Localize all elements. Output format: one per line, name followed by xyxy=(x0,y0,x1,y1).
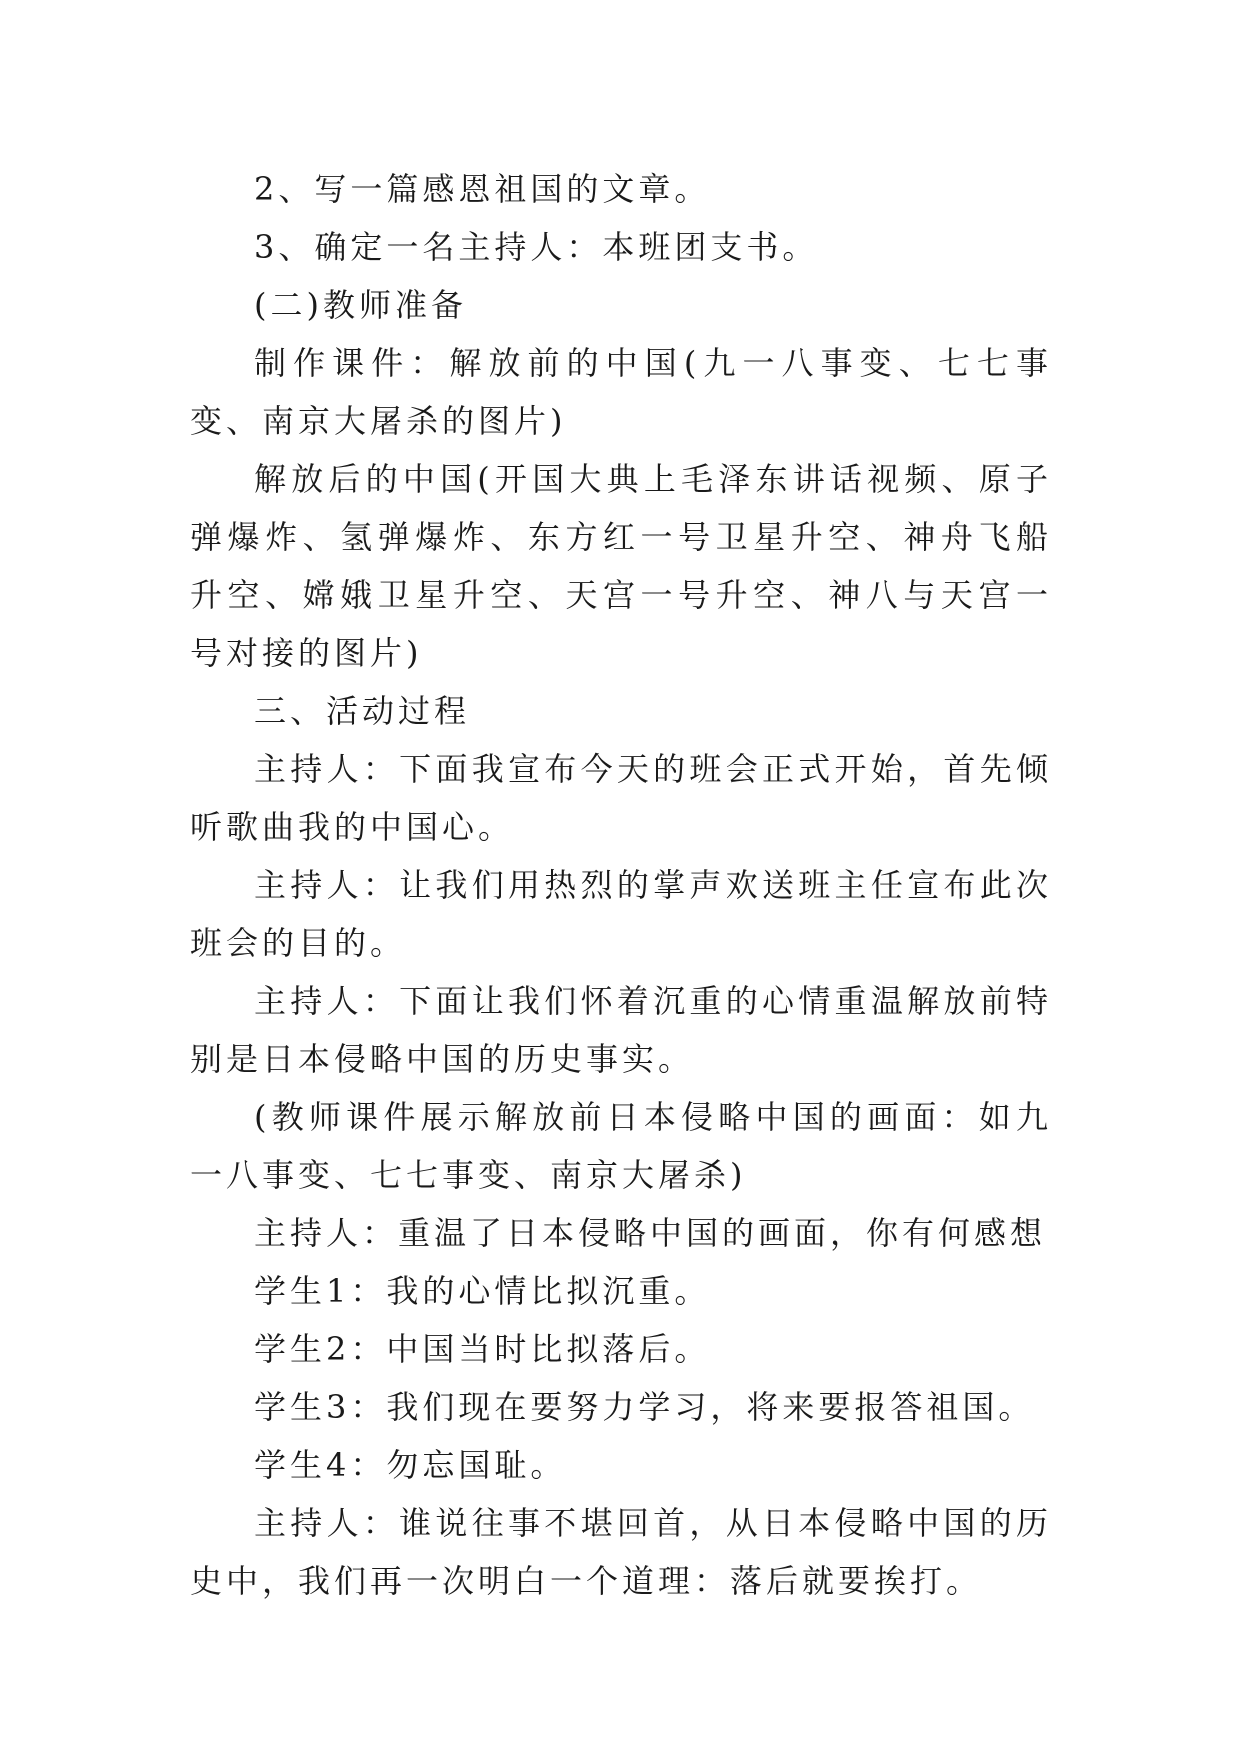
paragraph-host-teacher-intro: 主持人：让我们用热烈的掌声欢送班主任宣布此次班会的目的。 xyxy=(190,866,1052,962)
paragraph-teacher-prep-heading: (二)教师准备 xyxy=(254,286,467,324)
paragraph-student-1: 学生1：我的心情比拟沉重。 xyxy=(254,1272,711,1310)
paragraph-writing-task: 2、写一篇感恩祖国的文章。 xyxy=(254,170,711,208)
paragraph-courseware-before: 制作课件：解放前的中国(九一八事变、七七事变、南京大屠杀的图片) xyxy=(190,344,1052,440)
paragraph-host-conclusion: 主持人：谁说往事不堪回首，从日本侵略中国的历史中，我们再一次明白一个道理：落后就要挨打。 xyxy=(190,1504,1052,1600)
paragraph-courseware-after: 解放后的中国(开国大典上毛泽东讲话视频、原子弹爆炸、氢弹爆炸、东方红一号卫星升空、神舟飞船升空、嫦娥卫星升空、天宫一号升空、神八与天宫一号对接的图片) xyxy=(190,460,1052,672)
paragraph-host-opening: 主持人：下面我宣布今天的班会正式开始，首先倾听歌曲我的中国心。 xyxy=(190,750,1052,846)
document-body xyxy=(190,160,1052,1610)
paragraph-teacher-slides: (教师课件展示解放前日本侵略中国的画面：如九一八事变、七七事变、南京大屠杀) xyxy=(190,1098,1052,1194)
paragraph-host-history: 主持人：下面让我们怀着沉重的心情重温解放前特别是日本侵略中国的历史事实。 xyxy=(190,982,1052,1078)
paragraph-student-2: 学生2：中国当时比拟落后。 xyxy=(254,1330,711,1368)
paragraph-student-3: 学生3：我们现在要努力学习，将来要报答祖国。 xyxy=(254,1388,1035,1426)
paragraph-host-question: 主持人：重温了日本侵略中国的画面，你有何感想 xyxy=(254,1214,1047,1252)
paragraph-activity-heading: 三、活动过程 xyxy=(254,692,471,730)
paragraph-host-selection: 3、确定一名主持人：本班团支书。 xyxy=(254,228,819,266)
paragraph-student-4: 学生4：勿忘国耻。 xyxy=(254,1446,567,1484)
